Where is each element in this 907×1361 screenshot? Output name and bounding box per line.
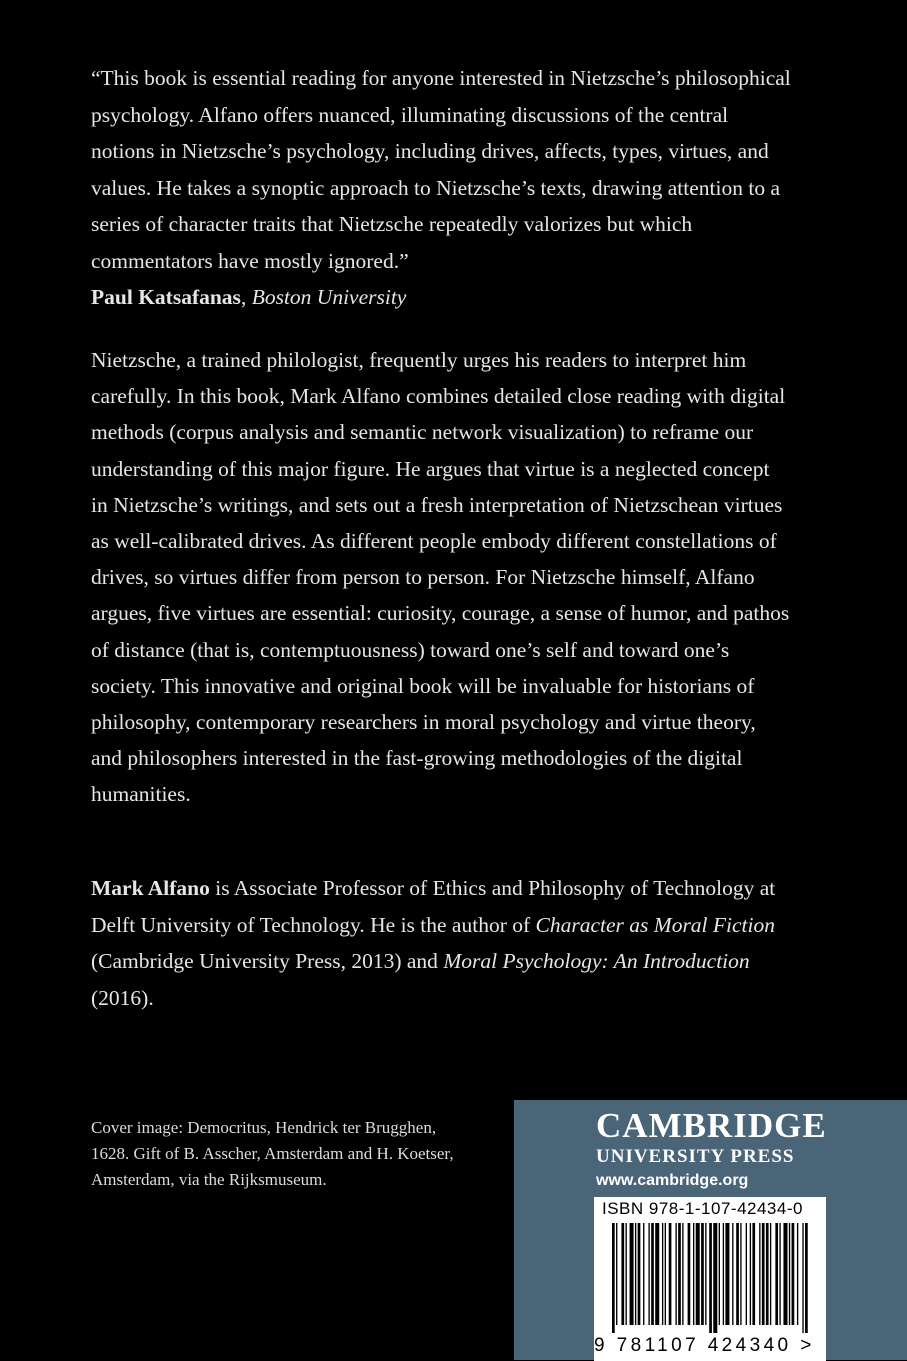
book-description: Nietzsche, a trained philologist, frequently urges his readers to interpret him carefully. In this book, Mark Alfano combines detailed close reading with digital methods (corpus analysis and semantic network visualization) to reframe our understanding of this major figure. He argues that virtue is a neglected concept in Nietzsche’s writings, and sets out a fresh interpretation of Nietzschean virtues as well-calibrated drives. As different people embody different constellations of drives, so virtues differ from person to person. For Nietzsche himself, Alfano argues, five virtues are essential: curiosity, courage, a sense of humor, and pathos of distance (that is, contemptuousness) toward one’s self and toward one’s society. This innovative and original book will be invaluable for historians of philosophy, contemporary researchers in moral psychology and virtue theory, and philosophers interested in the fast-growing methodologies of the digital humanities.: [91, 348, 790, 807]
barcode-bar: [713, 1223, 717, 1333]
barcode-digits: 9 781107 424340 >: [594, 1335, 815, 1356]
barcode-bar: [792, 1223, 795, 1325]
barcode-bar: [675, 1223, 676, 1325]
barcode-bar: [655, 1223, 659, 1325]
barcode-bar: [797, 1223, 798, 1325]
barcode-bar: [732, 1223, 733, 1325]
barcode-bar: [626, 1223, 627, 1325]
endorsement-blurb: [91, 60, 791, 316]
barcode-bar: [719, 1223, 720, 1325]
barcode-bar: [740, 1223, 741, 1325]
barcode-bar: [678, 1223, 681, 1325]
barcode-bar: [750, 1223, 751, 1325]
barcode-bar: [770, 1223, 771, 1325]
endorsement-attribution: [91, 285, 406, 309]
barcode-bar: [651, 1223, 654, 1325]
barcode-bar: [759, 1223, 760, 1325]
barcode-bar: [805, 1223, 808, 1333]
barcode-bar: [725, 1223, 729, 1325]
barcode-bar: [682, 1223, 683, 1325]
barcode-bar: [779, 1223, 780, 1325]
barcode-bar: [612, 1223, 615, 1333]
barcode-bar: [802, 1223, 803, 1333]
barcode-bar: [621, 1223, 624, 1325]
barcode-bar: [696, 1223, 700, 1325]
barcode-bar: [736, 1223, 739, 1325]
author-name: Mark Alfano: [91, 876, 210, 900]
bio-book-1: Character as Moral Fiction: [535, 912, 776, 937]
barcode-bar: [665, 1223, 666, 1325]
endorser-affiliation: Boston University: [251, 285, 407, 309]
publisher-panel: [514, 1100, 907, 1360]
author-bio: [91, 870, 791, 1016]
barcode-bar: [616, 1223, 617, 1325]
publisher-subname: UNIVERSITY PRESS: [596, 1146, 795, 1167]
publisher-url: www.cambridge.org: [596, 1172, 749, 1189]
barcode-bars: [594, 1221, 826, 1333]
barcode-bar: [789, 1223, 790, 1325]
endorsement-quote: “This book is essential reading for anyone interested in Nietzsche’s philosophical psychology. Alfano offers nuanced, illuminating discussions of the central notions in Nietzsche’s psychology, including drives, affects, types, virtues, and values. He takes a synoptic approach to Nietzsche’s texts, drawing attention to a series of character traits that Nietzsche repeatedly valorizes but which commentators have mostly ignored.”: [91, 66, 791, 273]
barcode-bar: [693, 1223, 694, 1325]
barcode-bar: [648, 1223, 649, 1325]
bio-book-2: Moral Psychology: An Introduction: [443, 949, 750, 973]
barcode-bar: [775, 1223, 778, 1325]
bio-text-3: (2016).: [91, 985, 154, 1010]
barcode-bar: [709, 1223, 712, 1333]
barcode-bar: [701, 1223, 704, 1325]
barcode-bar: [643, 1223, 644, 1325]
barcode-bar: [783, 1223, 787, 1325]
barcode-bar: [705, 1223, 706, 1325]
bio-text-2: (Cambridge University Press, 2013) and: [91, 949, 444, 973]
barcode-bar: [762, 1223, 765, 1325]
barcode-bar: [752, 1223, 755, 1325]
barcode-bar: [766, 1223, 769, 1325]
bio-text-1: is Associate Professor of Ethics and Philosophy of Technology at Delft University of Technology. He is the author of: [91, 876, 776, 937]
attribution-separator: ,: [240, 285, 252, 309]
endorser-name: Paul Katsafanas: [91, 285, 241, 309]
cover-image-credit: Cover image: Democritus, Hendrick ter Brugghen, 1628. Gift of B. Asscher, Amsterdam and H. Koetser, Amsterdam, via the Rijksmuseum.: [91, 1118, 454, 1189]
isbn-label: ISBN 978-1-107-42434-0: [602, 1199, 803, 1218]
barcode-bar: [688, 1223, 691, 1325]
barcode-bar: [662, 1223, 663, 1325]
barcode-box: [594, 1197, 826, 1361]
publisher-name: CAMBRIDGE: [596, 1106, 827, 1145]
barcode-bar: [669, 1223, 672, 1325]
barcode-bar: [723, 1223, 724, 1325]
barcode-bar: [635, 1223, 636, 1325]
publisher-logo: [596, 1106, 827, 1192]
barcode-bar: [746, 1223, 747, 1325]
barcode-bar: [638, 1223, 641, 1325]
barcode-bar: [630, 1223, 634, 1325]
